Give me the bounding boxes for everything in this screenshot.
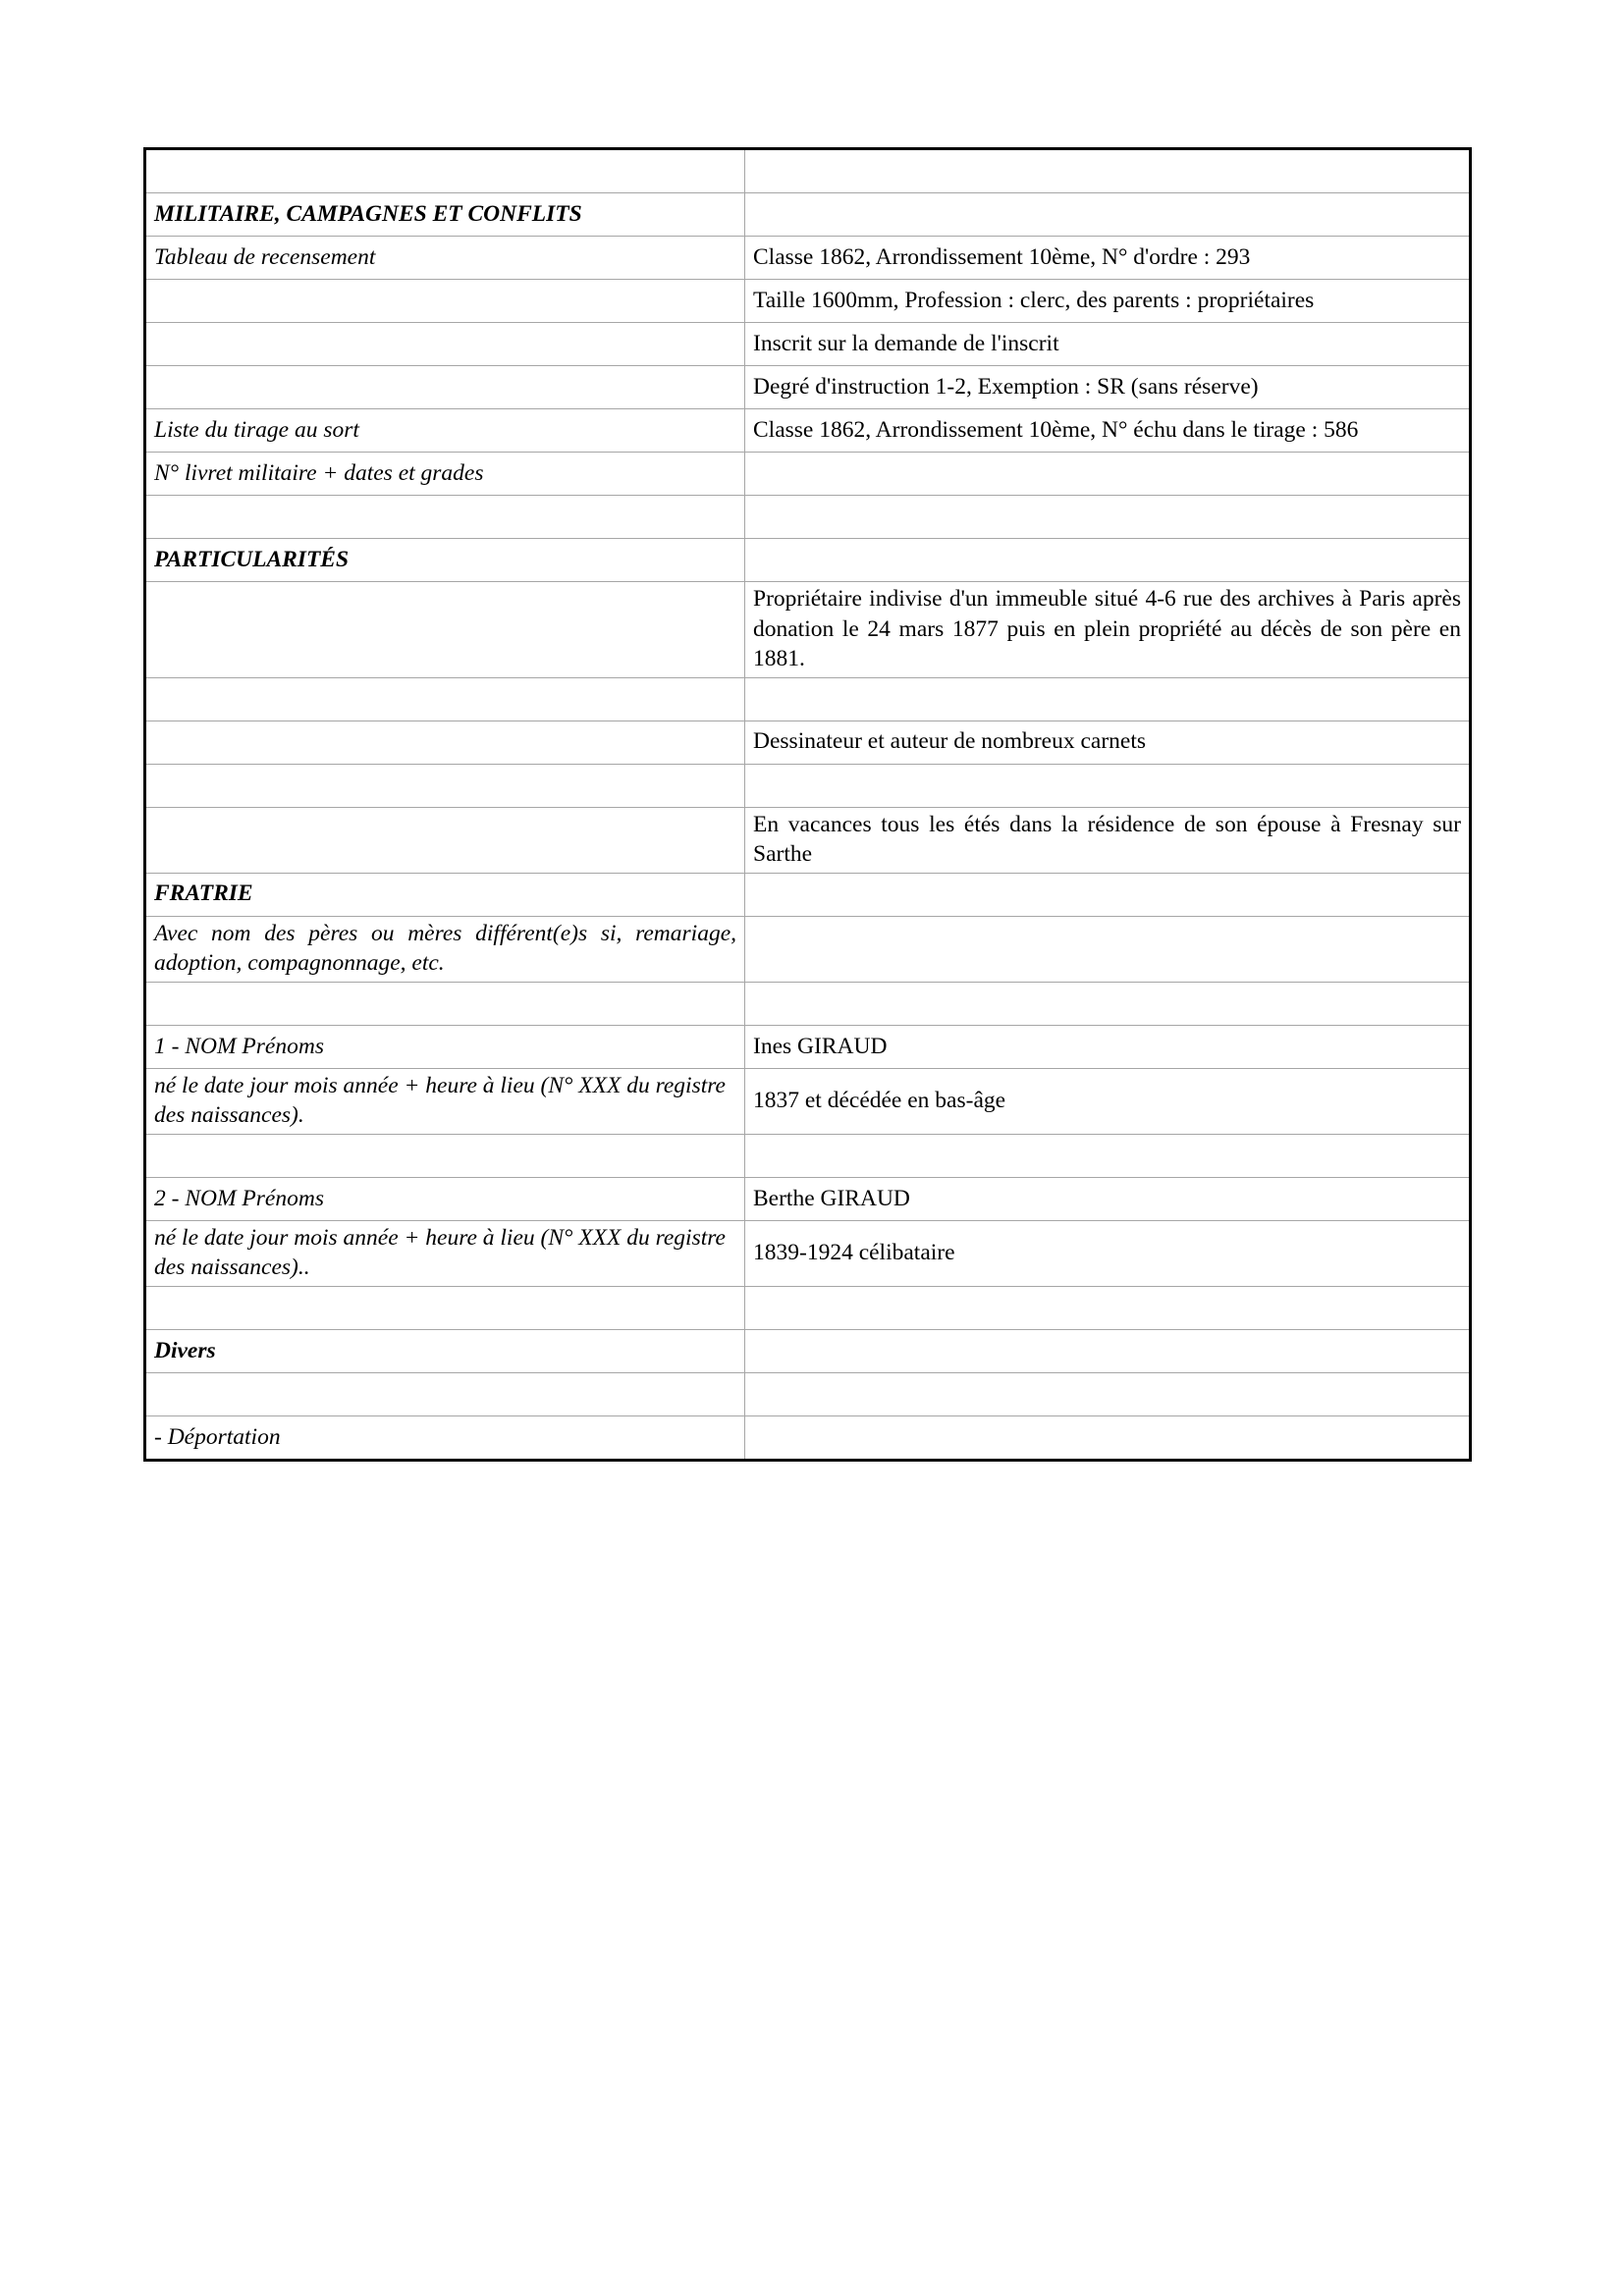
row-value-section-militaire: [745, 193, 1471, 237]
table-row: [145, 453, 1471, 496]
row-label-dessinateur: [145, 721, 745, 764]
table-row: [145, 539, 1471, 582]
row-value-proprietaire-indivise: Propriétaire indivise d'un immeuble situé 4-6 rue des archives à Paris après donation le 24 mars 1877 puis en plein propriété au décès de son père en 1881.: [745, 582, 1471, 678]
row-label-section-particularites: PARTICULARITÉS: [145, 539, 745, 582]
row-label-section-fratrie: FRATRIE: [145, 873, 745, 916]
table-row: [145, 1416, 1471, 1461]
row-value-spacer-1: [745, 496, 1471, 539]
row-value-sibling-2-naissance: 1839-1924 célibataire: [745, 1220, 1471, 1286]
table-row: [145, 1134, 1471, 1177]
table-row: [145, 366, 1471, 409]
row-label-spacer-2: [145, 677, 745, 721]
row-label-sibling-1-nom: 1 - NOM Prénoms: [145, 1025, 745, 1068]
record-table: [143, 147, 1472, 1462]
table-row: [145, 409, 1471, 453]
table-row: [145, 496, 1471, 539]
table-row: [145, 1287, 1471, 1330]
row-value-vacances: En vacances tous les étés dans la résidence de son épouse à Fresnay sur Sarthe: [745, 807, 1471, 873]
table-row: [145, 916, 1471, 982]
row-label-taille-profession: [145, 280, 745, 323]
row-label-spacer-6: [145, 1287, 745, 1330]
table-row: [145, 764, 1471, 807]
row-label-section-militaire: MILITAIRE, CAMPAGNES ET CONFLITS: [145, 193, 745, 237]
row-value-liste-tirage: Classe 1862, Arrondissement 10ème, N° échu dans le tirage : 586: [745, 409, 1471, 453]
row-label-proprietaire-indivise: [145, 582, 745, 678]
row-label-spacer-4: [145, 982, 745, 1025]
table-row: [145, 1068, 1471, 1134]
row-label-spacer-5: [145, 1134, 745, 1177]
row-value-sibling-2-nom: Berthe GIRAUD: [745, 1177, 1471, 1220]
table-row: [145, 721, 1471, 764]
row-value-spacer-top: [745, 149, 1471, 193]
table-row: [145, 1373, 1471, 1416]
row-label-spacer-1: [145, 496, 745, 539]
row-value-spacer-4: [745, 982, 1471, 1025]
row-label-spacer-7: [145, 1373, 745, 1416]
table-row: [145, 323, 1471, 366]
row-value-sibling-1-naissance: 1837 et décédée en bas-âge: [745, 1068, 1471, 1134]
row-value-livret-militaire: [745, 453, 1471, 496]
table-row: [145, 677, 1471, 721]
row-value-dessinateur: Dessinateur et auteur de nombreux carnets: [745, 721, 1471, 764]
row-label-sibling-2-naissance: né le date jour mois année + heure à lieu (N° XXX du registre des naissances)..: [145, 1220, 745, 1286]
table-row: [145, 1025, 1471, 1068]
record-table-body: [145, 149, 1471, 1461]
row-value-spacer-5: [745, 1134, 1471, 1177]
row-value-section-fratrie: [745, 873, 1471, 916]
table-row: [145, 280, 1471, 323]
row-value-section-divers: [745, 1330, 1471, 1373]
row-label-deportation: - Déportation: [145, 1416, 745, 1461]
table-row: [145, 1177, 1471, 1220]
row-value-sibling-1-nom: Ines GIRAUD: [745, 1025, 1471, 1068]
row-label-sibling-2-nom: 2 - NOM Prénoms: [145, 1177, 745, 1220]
row-value-inscrit-demande: Inscrit sur la demande de l'inscrit: [745, 323, 1471, 366]
row-label-tableau-recensement: Tableau de recensement: [145, 237, 745, 280]
row-value-spacer-6: [745, 1287, 1471, 1330]
row-label-vacances: [145, 807, 745, 873]
table-row: [145, 1220, 1471, 1286]
row-value-deportation: [745, 1416, 1471, 1461]
row-value-spacer-7: [745, 1373, 1471, 1416]
row-label-liste-tirage: Liste du tirage au sort: [145, 409, 745, 453]
row-label-inscrit-demande: [145, 323, 745, 366]
row-value-spacer-3: [745, 764, 1471, 807]
row-value-fratrie-note: [745, 916, 1471, 982]
row-label-sibling-1-naissance: né le date jour mois année + heure à lieu (N° XXX du registre des naissances).: [145, 1068, 745, 1134]
row-label-section-divers: Divers: [145, 1330, 745, 1373]
row-value-degre-instruction: Degré d'instruction 1-2, Exemption : SR (sans réserve): [745, 366, 1471, 409]
row-value-taille-profession: Taille 1600mm, Profession : clerc, des parents : propriétaires: [745, 280, 1471, 323]
row-value-section-particularites: [745, 539, 1471, 582]
row-label-spacer-3: [145, 764, 745, 807]
row-label-degre-instruction: [145, 366, 745, 409]
row-value-tableau-recensement: Classe 1862, Arrondissement 10ème, N° d'ordre : 293: [745, 237, 1471, 280]
table-row: [145, 807, 1471, 873]
table-row: [145, 582, 1471, 678]
table-row: [145, 149, 1471, 193]
table-row: [145, 237, 1471, 280]
row-label-spacer-top: [145, 149, 745, 193]
table-row: [145, 982, 1471, 1025]
table-row: [145, 193, 1471, 237]
row-value-spacer-2: [745, 677, 1471, 721]
row-label-fratrie-note: Avec nom des pères ou mères différent(e)s si, remariage, adoption, compagnonnage, etc.: [145, 916, 745, 982]
table-row: [145, 1330, 1471, 1373]
row-label-livret-militaire: N° livret militaire + dates et grades: [145, 453, 745, 496]
table-row: [145, 873, 1471, 916]
